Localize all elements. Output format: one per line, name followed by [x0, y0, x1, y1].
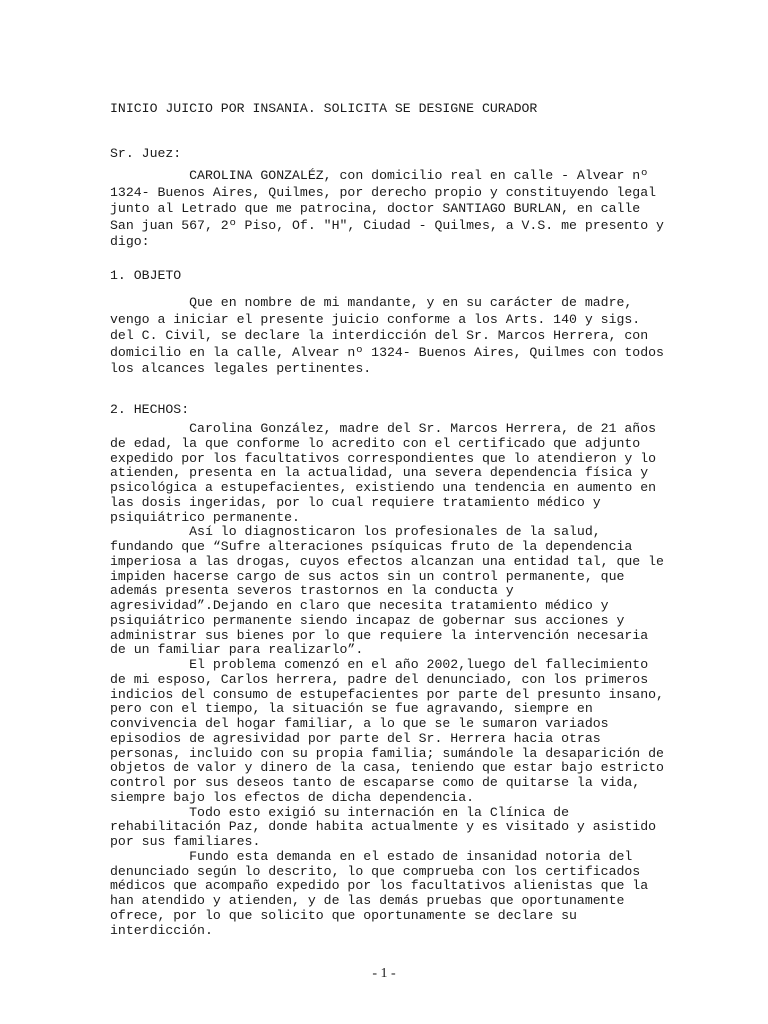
- salutation: Sr. Juez:: [110, 146, 182, 161]
- text-line: Todo esto exigió su internación en la Clínica de: [110, 804, 569, 820]
- text-line: San juan 567, 2º Piso, Of. "H", Ciudad - Quilmes, a V.S. me presento y: [110, 217, 664, 233]
- text-line: siempre bajo los efectos de dicha dependencia.: [110, 789, 475, 805]
- text-line: fundando que “Sufre alteraciones psíquicas fruto de la dependencia: [110, 539, 633, 554]
- text-line: interdicción.: [110, 922, 213, 938]
- text-line: rehabilitación Paz, donde habita actualmente y es visitado y asistido: [110, 819, 657, 835]
- text-line: 1324- Buenos Aires, Quilmes, por derecho propio y constituyendo legal: [110, 184, 657, 200]
- text-line: Carolina González, madre del Sr. Marcos Herrera, de 21 años: [110, 421, 657, 436]
- text-line: Que en nombre de mi mandante, y en su carácter de madre,: [110, 295, 633, 310]
- text-line: atienden, presenta en la actualidad, una severa dependencia física y: [110, 465, 649, 481]
- text-line: control por sus deseos tanto de escaparse como de quitarse la vida,: [110, 775, 641, 790]
- text-line: convivencia del hogar familiar, a lo que se le sumaron variados: [110, 716, 609, 731]
- text-line: de un familiar para realizarlo”.: [110, 642, 364, 658]
- text-line: agresividad”.Dejando en claro que necesita tratamiento médico y: [110, 598, 609, 613]
- text-line: psicológica a estupefacientes, existiendo una tendencia en aumento en: [110, 480, 657, 495]
- text-line: denunciado según lo descrito, lo que comprueba con los certificados: [110, 863, 641, 879]
- text-line: personas, incluido con su propia familia; sumándole la desaparición de: [110, 745, 664, 761]
- text-line: Así lo diagnosticaron los profesionales de la salud,: [110, 524, 601, 540]
- document-title: INICIO JUICIO POR INSANIA. SOLICITA SE DESIGNE CURADOR: [110, 101, 538, 116]
- text-line: imperiosa a las drogas, cuyos efectos alcanzan una entidad tal, que le: [110, 553, 664, 569]
- text-line: CAROLINA GONZALÉZ, con domicilio real en calle - Alvear nº: [110, 168, 649, 183]
- text-line: además presenta severos trastornos en la conducta y: [110, 583, 514, 599]
- text-line: digo:: [110, 234, 150, 249]
- text-line: objetos de valor y dinero de la casa, teniendo que estar bajo estricto: [110, 760, 664, 776]
- text-line: psiquiátrico permanente.: [110, 509, 300, 525]
- page-number: - 1 -: [372, 966, 396, 981]
- text-line: las dosis ingeridas, por lo cual requiere tratamiento médico y: [110, 494, 601, 510]
- text-line: por sus familiares.: [110, 834, 261, 849]
- text-line: indicios del consumo de estupefacientes por parte del presunto insano,: [110, 686, 664, 702]
- text-line: administrar sus bienes por lo que requiere la intervención necesaria: [110, 627, 649, 643]
- text-line: junto al Letrado que me patrocina, doctor SANTIAGO BURLAN, en calle: [110, 201, 641, 216]
- text-line: ofrece, por lo que solicito que oportunamente se declare su: [110, 907, 577, 923]
- text-line: médicos que acompaño expedido por los facultativos alienistas que la: [110, 878, 649, 894]
- text-line: episodios de agresividad por parte del Sr. Herrera hacia otras: [110, 730, 601, 746]
- text-line: impiden hacerse cargo de sus actos sin un control permanente, que: [110, 568, 625, 584]
- text-line: Fundo esta demanda en el estado de insanidad notoria del: [110, 848, 633, 864]
- text-line: domicilio en la calle, Alvear nº 1324- Buenos Aires, Quilmes con todos: [110, 344, 664, 360]
- text-line: los alcances legales pertinentes.: [110, 361, 372, 376]
- section-heading-objeto: 1. OBJETO: [110, 268, 182, 283]
- text-line: psiquiátrico permanente siendo incapaz de gobernar sus acciones y: [110, 612, 625, 628]
- section-heading-hechos: 2. HECHOS:: [110, 402, 190, 417]
- text-line: vengo a iniciar el presente juicio conforme a los Arts. 140 y sigs.: [110, 311, 641, 327]
- text-line: del C. Civil, se declare la interdicción del Sr. Marcos Herrera, con: [110, 328, 649, 343]
- text-line: han atendido y atienden, y de las demás pruebas que oportunamente: [110, 893, 625, 908]
- text-line: pero con el tiempo, la situación se fue agravando, siempre en: [110, 701, 593, 717]
- text-line: de mi esposo, Carlos herrera, padre del denunciado, con los primeros: [110, 671, 649, 687]
- text-line: El problema comenzó en el año 2002,luego del fallecimiento: [110, 657, 649, 672]
- text-line: expedido por los facultativos correspondientes que lo atendieron y lo: [110, 450, 657, 466]
- text-line: de edad, la que conforme lo acredito con el certificado que adjunto: [110, 435, 641, 451]
